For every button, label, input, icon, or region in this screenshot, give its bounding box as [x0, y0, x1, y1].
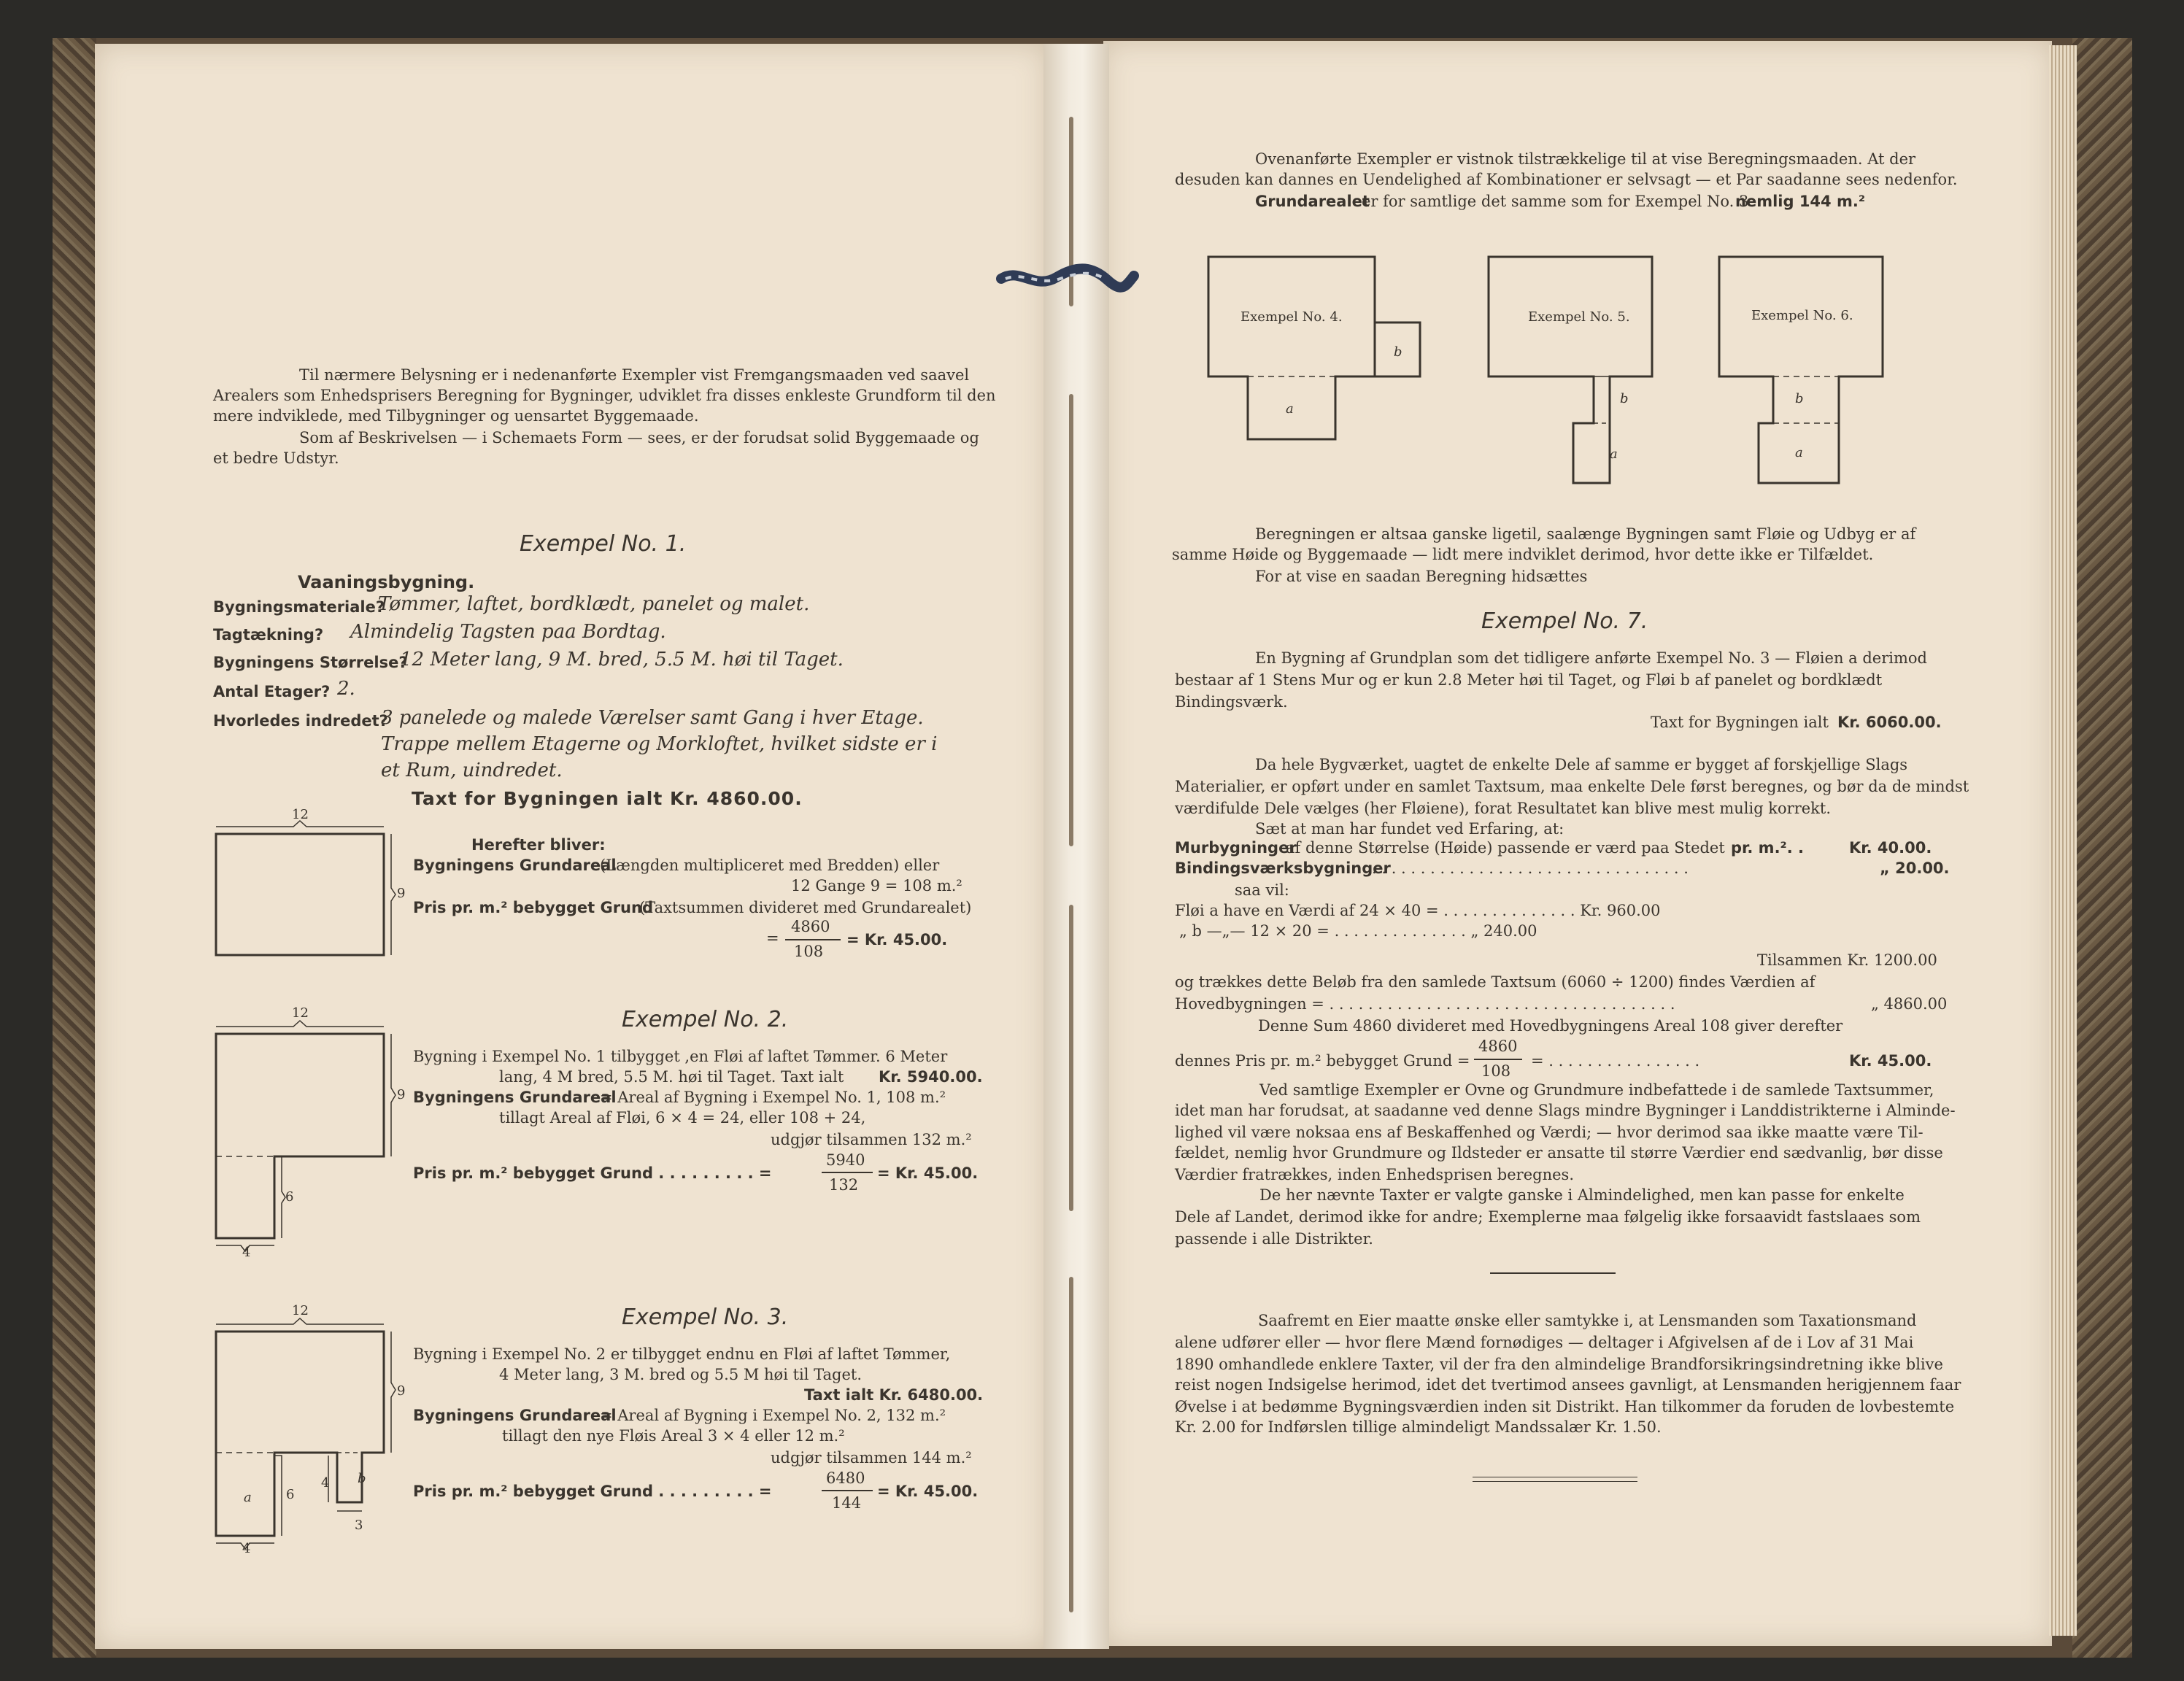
- right-paragraph-line: Værdier fratrækkes, inden Enhedsprisen beregnes.: [1175, 1166, 1574, 1183]
- question-label: Bygningens Størrelse?: [213, 654, 408, 671]
- example-3-line: 4 Meter lang, 3 M. bred og 5.5 M høi til Taget.: [499, 1366, 863, 1383]
- example-2-taxt: Kr. 5940.00.: [879, 1068, 983, 1086]
- wing-label-b: b: [1795, 391, 1804, 406]
- example-2-line: Bygning i Exempel No. 1 tilbygget ,en Fløi af laftet Tømmer. 6 Meter: [413, 1048, 948, 1065]
- grundareal-label: Bygningens Grundareal: [413, 1407, 617, 1424]
- right-paragraph-line: Ved samtlige Exempler er Ovne og Grundmure indbefattede i de samlede Taxtsummer,: [1259, 1081, 1934, 1099]
- dimension-label: 4: [242, 1245, 251, 1260]
- right-paragraph-line: Materialier, er opført under en samlet Taxtsum, maa enkelte Dele først beregnes, og bør da de mindst: [1175, 778, 1969, 795]
- right-paragraph-line: bestaar af 1 Stens Mur og er kun 2.8 Meter høi til Taget, og Fløi b af panelet og bordklædt: [1175, 671, 1883, 689]
- wing-b-value-line: „ b —„— 12 × 20 = . . . . . . . . . . . . . . „ 240.00: [1179, 922, 1537, 940]
- herefter-label: Herefter bliver:: [471, 836, 606, 854]
- fraction-denominator: 132: [829, 1176, 859, 1194]
- wing-label-a: a: [1286, 401, 1294, 417]
- hovedbygning-value: „ 4860.00: [1871, 995, 1948, 1013]
- example-3-line: Bygning i Exempel No. 2 er tilbygget endnu en Fløi af laftet Tømmer,: [413, 1345, 951, 1363]
- binding-stitch: [1069, 1277, 1073, 1612]
- example-5-label: Exempel No. 5.: [1528, 309, 1630, 325]
- example-3-taxt: Taxt ialt Kr. 6480.00.: [804, 1386, 984, 1404]
- example-1-floorplan: [204, 806, 409, 974]
- wing-label-a: a: [1610, 447, 1618, 462]
- answer-text: 2.: [337, 678, 355, 700]
- dimension-label: 9: [397, 1087, 406, 1102]
- dot-leader: . . . . . . . . . . . . . . . . . . . . . . . . . . . . . . . . .: [1372, 859, 1689, 877]
- fraction-numerator: 6480: [826, 1469, 865, 1487]
- right-intro-line: desuden kan dannes en Uendelighed af Kombinationer er selvsagt — et Par saadanne sees nedenfor.: [1175, 171, 1958, 188]
- wing-label-b: b: [358, 1471, 366, 1486]
- fraction-bar: [1474, 1059, 1522, 1060]
- right-paragraph-line: 1890 omhandlede enklere Taxter, vil der fra den almindelige Brandforsikringsindretning ikke blive: [1175, 1356, 1943, 1373]
- right-paragraph-line: Denne Sum 4860 divideret med Hovedbygningens Areal 108 giver derefter: [1258, 1017, 1843, 1035]
- taxt-label: Taxt for Bygningen ialt: [1651, 714, 1829, 731]
- answer-text: Almindelig Tagsten paa Bordtag.: [350, 621, 666, 643]
- dimension-label: 6: [285, 1189, 294, 1205]
- right-paragraph-line: passende i alle Distrikter.: [1175, 1230, 1373, 1248]
- dimension-label: 12: [292, 1303, 309, 1318]
- equals-sign: =: [766, 930, 779, 947]
- right-paragraph-line: Dele af Landet, derimod ikke for andre; Exemplerne maa følgelig ikke forsaavidt fastslaaes som: [1175, 1208, 1921, 1226]
- example-1-subtitle: Vaaningsbygning.: [298, 572, 475, 592]
- fraction-denominator: 108: [1481, 1062, 1511, 1080]
- dimension-label: 4: [242, 1541, 251, 1556]
- question-label: Antal Etager?: [213, 683, 331, 700]
- example-4-6-floorplans: [1197, 248, 1912, 496]
- right-paragraph-line: En Bygning af Grundplan som det tidligere anførte Exempel No. 3 — Fløien a derimod: [1255, 649, 1927, 667]
- example-1-title: Exempel No. 1.: [520, 531, 687, 557]
- hovedbygning-line: Hovedbygningen = . . . . . . . . . . . . . . . . . . . . . . . . . . . . . . . . . . . .: [1175, 995, 1675, 1013]
- dimension-label: 4: [321, 1475, 330, 1491]
- example-2-floorplan: [204, 1010, 416, 1266]
- fraction-denominator: 144: [832, 1494, 862, 1512]
- pris-label: Pris pr. m.² bebygget Grund: [413, 899, 653, 916]
- fraction-bar: [785, 939, 841, 940]
- pris-label: Pris pr. m.² bebygget Grund . . . . . . . . . =: [413, 1483, 772, 1500]
- example-2-line: udgjør tilsammen 132 m.²: [771, 1131, 972, 1148]
- right-paragraph-line: samme Høide og Byggemaade — lidt mere indviklet derimod, hvor dette ikke er Tilfældet.: [1172, 546, 1874, 563]
- grundareal-text: (Længden multipliceret med Bredden) eller: [600, 857, 940, 874]
- tilsammen-line: Tilsammen Kr. 1200.00: [1757, 951, 1937, 969]
- intro-line: et bedre Udstyr.: [213, 449, 339, 467]
- answer-text: Tømmer, laftet, bordklædt, panelet og malet.: [378, 593, 810, 615]
- dimension-label: 12: [292, 807, 309, 822]
- section-rule: [1490, 1272, 1616, 1274]
- pris-value: Kr. 45.00.: [1849, 1052, 1932, 1070]
- page-edges: [2049, 45, 2077, 1636]
- question-label: Bygningsmateriale?: [213, 598, 385, 616]
- wing-label-a: a: [244, 1490, 252, 1505]
- answer-text: 3 panelede og malede Værelser samt Gang i hver Etage.: [381, 707, 924, 729]
- dot-leader: = . . . . . . . . . . . . . . . .: [1531, 1052, 1700, 1070]
- answer-text: 12 Meter lang, 9 M. bred, 5.5 M. høi til Taget.: [400, 649, 844, 671]
- right-paragraph-line: De her nævnte Taxter er valgte ganske i Almindelighed, men kan passe for enkelte: [1259, 1186, 1905, 1204]
- right-paragraph-line: alene udfører eller — hvor flere Mænd fornødiges — deltager i Afgivelsen af de i Lov af 31 Mai: [1175, 1334, 1914, 1351]
- answer-text: Trappe mellem Etagerne og Morkloftet, hvilket sidste er i: [381, 733, 938, 755]
- right-paragraph-line: Sæt at man har fundet ved Erfaring, at:: [1255, 820, 1564, 838]
- intro-line: Som af Beskrivelsen — i Schemaets Form — sees, er der forudsat solid Byggemaade og: [299, 429, 979, 447]
- right-paragraph-line: Saafremt en Eier maatte ønske eller samtykke i, at Lensmanden som Taxationsmand: [1258, 1312, 1917, 1329]
- grundareal-label: Bygningens Grundareal: [413, 857, 617, 874]
- binding-stitch: [1069, 394, 1073, 846]
- example-3-line: udgjør tilsammen 144 m.²: [771, 1449, 972, 1466]
- example-2-title: Exempel No. 2.: [622, 1007, 789, 1032]
- right-intro-line: er for samtlige det samme som for Exempel No. 3: [1362, 193, 1749, 210]
- right-paragraph-line: Kr. 2.00 for Indførslen tillige almindeligt Mandssalær Kr. 1.50.: [1175, 1418, 1662, 1436]
- saa-vil: saa vil:: [1235, 881, 1289, 899]
- result-value: = Kr. 45.00.: [877, 1164, 979, 1182]
- example-4-label: Exempel No. 4.: [1240, 309, 1343, 325]
- intro-line: mere indviklede, med Tilbygninger og uensartet Byggemaade.: [213, 407, 699, 425]
- example-2-line: lang, 4 M bred, 5.5 M. høi til Taget. Taxt ialt: [499, 1068, 844, 1086]
- example-3-floorplan: [204, 1310, 416, 1558]
- right-paragraph-line: lighed vil være noksaa ens af Beskaffenhed og Værdi; — hvor derimod saa ikke maatte være Til-: [1175, 1124, 1923, 1141]
- binding-stitch: [1069, 905, 1073, 1211]
- pris-line: dennes Pris pr. m.² bebygget Grund =: [1175, 1052, 1470, 1070]
- dimension-label: 3: [355, 1518, 363, 1533]
- murbygninger-value: Kr. 40.00.: [1849, 839, 1932, 857]
- grundareal-calc: 12 Gange 9 = 108 m.²: [791, 877, 962, 894]
- question-label: Hvorledes indredet?: [213, 712, 388, 730]
- example-3-title: Exempel No. 3.: [622, 1305, 789, 1330]
- grundareal-label: Bygningens Grundareal: [413, 1089, 617, 1106]
- example-6-label: Exempel No. 6.: [1751, 308, 1853, 323]
- intro-line: Arealers som Enhedsprisers Beregning for Bygninger, udviklet fra disses enkleste Grundform til den: [213, 387, 996, 404]
- dimension-label: 12: [292, 1005, 309, 1021]
- marbled-cover-left: [53, 38, 96, 1658]
- result-value: = Kr. 45.00.: [846, 931, 948, 948]
- fraction-numerator: 5940: [826, 1151, 865, 1169]
- right-paragraph-line: Øvelse i at bedømme Bygningsværdien inden sit Distrikt. Han tilkommer da foruden de lovbestemte: [1175, 1398, 1955, 1415]
- right-paragraph-line: For at vise en saadan Beregning hidsættes: [1255, 568, 1588, 585]
- example-2-line: = Areal af Bygning i Exempel No. 1, 108 m.²: [600, 1089, 946, 1106]
- fraction-denominator: 108: [794, 943, 824, 960]
- right-paragraph-line: værdifulde Dele vælges (her Fløiene), forat Resultatet kan blive mest mulig korrekt.: [1175, 800, 1832, 817]
- bindingsvaerk-label: Bindingsværksbygninger: [1175, 859, 1391, 877]
- right-paragraph-line: idet man har forudsat, at saadanne ved denne Slags mindre Bygninger i Landdistrikterne i Alminde-: [1175, 1102, 1956, 1119]
- taxt-value: Kr. 6060.00.: [1837, 714, 1942, 731]
- wing-label-b: b: [1620, 391, 1629, 406]
- right-paragraph-line: reist nogen Indsigelse herimod, idet det tvertimod ansees gavnligt, at Lensmanden herigjennem faar: [1175, 1376, 1961, 1394]
- right-paragraph-line: Bindingsværk.: [1175, 693, 1288, 711]
- closing-rule: [1473, 1481, 1637, 1482]
- right-paragraph-line: fældet, nemlig hvor Grundmure og Ildsteder er ansatte til større Værdier end sædvanlig, bør disse: [1175, 1144, 1943, 1162]
- fraction-numerator: 4860: [1478, 1037, 1518, 1055]
- right-intro-line: Ovenanførte Exempler er vistnok tilstrækkelige til at vise Beregningsmaaden. At der: [1255, 150, 1916, 168]
- pris-text: (Taxtsummen divideret med Grundarealet): [639, 899, 972, 916]
- example-2-line: tillagt Areal af Fløi, 6 × 4 = 24, eller 108 + 24,: [499, 1109, 866, 1127]
- example-3-line: tillagt den nye Fløis Areal 3 × 4 eller 12 m.²: [502, 1427, 845, 1445]
- murbygninger-text: af denne Størrelse (Høide) passende er værd paa Stedet: [1286, 839, 1725, 857]
- grundarealet-label: Grundarealet: [1255, 193, 1370, 210]
- example-7-title: Exempel No. 7.: [1481, 608, 1648, 634]
- answer-text: et Rum, uindredet.: [381, 760, 563, 781]
- result-value: = Kr. 45.00.: [877, 1483, 979, 1500]
- example-1-taxt: Taxt for Bygningen ialt Kr. 4860.00.: [412, 788, 803, 809]
- pris-label: Pris pr. m.² bebygget Grund . . . . . . . . . =: [413, 1164, 772, 1182]
- fraction-bar: [822, 1490, 873, 1491]
- right-paragraph-line: Beregningen er altsaa ganske ligetil, saalænge Bygningen samt Fløie og Udbyg er af: [1255, 525, 1916, 543]
- question-label: Tagtækning?: [213, 626, 324, 644]
- murbygninger-unit: pr. m.². .: [1731, 839, 1805, 857]
- right-paragraph-line: Da hele Bygværket, uagtet de enkelte Dele af samme er bygget af forskjellige Slags: [1255, 756, 1908, 773]
- fraction-numerator: 4860: [791, 918, 830, 935]
- bindingsvaerk-value: „ 20.00.: [1880, 859, 1950, 877]
- intro-line: Til nærmere Belysning er i nedenanførte Exempler vist Fremgangsmaaden ved saavel: [299, 366, 970, 384]
- area-value: nemlig 144 m.²: [1735, 193, 1866, 210]
- right-paragraph-line: og trækkes dette Beløb fra den samlede Taxtsum (6060 ÷ 1200) findes Værdien af: [1175, 973, 1816, 991]
- dimension-label: 9: [397, 886, 406, 901]
- wing-label-b: b: [1394, 344, 1402, 360]
- dimension-label: 6: [286, 1487, 295, 1502]
- example-3-line: = Areal af Bygning i Exempel No. 2, 132 m.²: [600, 1407, 946, 1424]
- binding-thread: [998, 264, 1137, 293]
- dimension-label: 9: [397, 1383, 406, 1399]
- murbygninger-label: Murbygninger: [1175, 839, 1297, 857]
- fraction-bar: [822, 1172, 873, 1173]
- wing-a-value-line: Fløi a have en Værdi af 24 × 40 = . . . . . . . . . . . . . . Kr. 960.00: [1175, 902, 1661, 919]
- wing-label-a: a: [1795, 445, 1803, 460]
- marbled-cover-right: [2072, 38, 2132, 1658]
